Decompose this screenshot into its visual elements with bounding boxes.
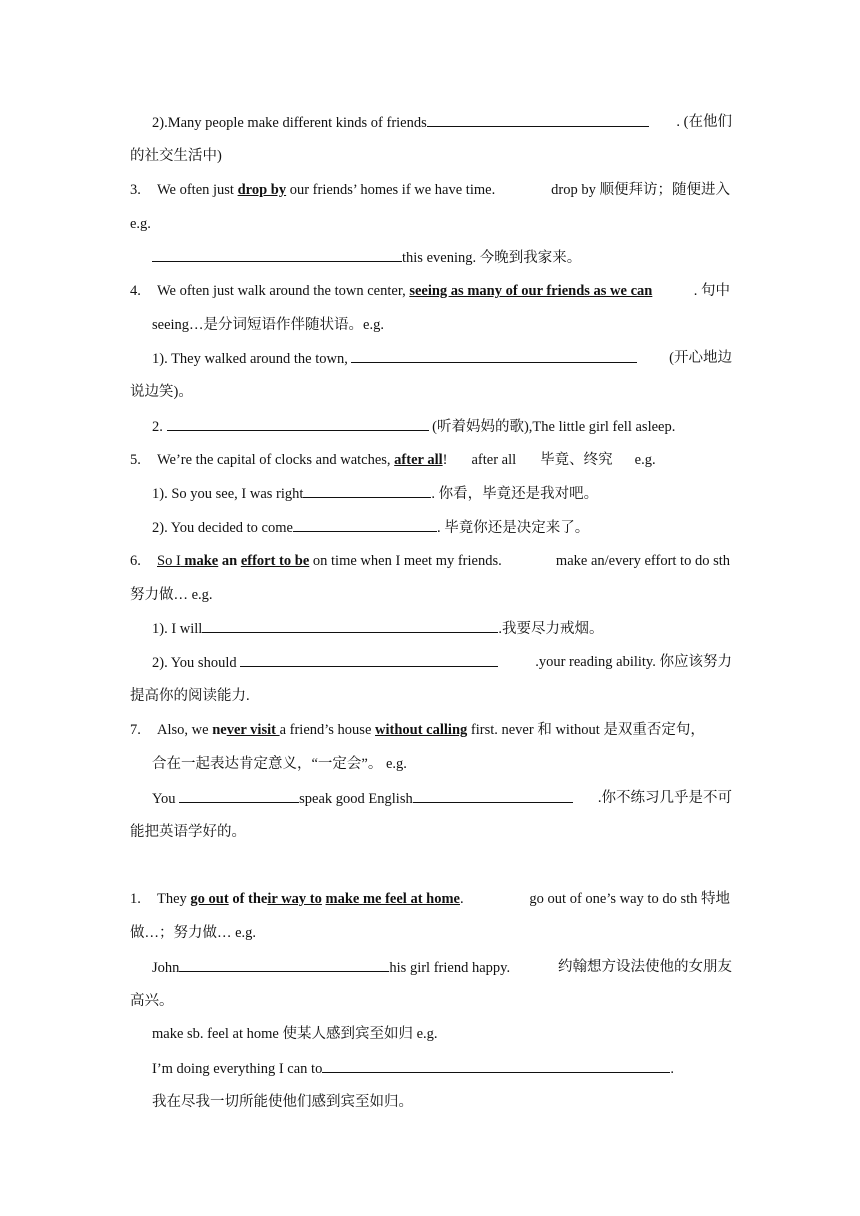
- example-line: [152, 247, 581, 268]
- text: 1). They walked around the town,: [152, 351, 352, 367]
- answer-blank[interactable]: [351, 348, 637, 363]
- answer-blank[interactable]: [303, 483, 431, 498]
- key-phrase: after all: [394, 452, 443, 468]
- key-phrase: make me feel at home: [325, 891, 460, 907]
- text: They: [157, 891, 191, 907]
- item-number: 7.: [130, 722, 141, 738]
- item-3-sentence: [130, 180, 730, 200]
- example-1: [152, 348, 732, 369]
- text: on time when I meet my friends.: [309, 553, 502, 569]
- text: this evening. 今晚到我家来。: [402, 250, 582, 266]
- text: We’re the capital of clocks and watches,: [157, 452, 395, 468]
- phrase-definition: go out of one’s way to do sth 特地: [529, 891, 730, 907]
- example-line: [152, 1058, 674, 1079]
- text: speak good English: [299, 791, 413, 807]
- key-phrase: make: [180, 553, 219, 569]
- item-number: 6.: [130, 553, 141, 569]
- text: .我要尽力戒烟。: [498, 621, 604, 637]
- phrase: after all: [471, 452, 517, 468]
- key-phrase: effort to be: [240, 553, 310, 569]
- item-number: 5.: [130, 452, 141, 468]
- text: first. never 和 without 是双重否定句，: [467, 722, 705, 738]
- explanation-text: seeing…是分词短语作伴随状语。e.g.: [152, 317, 384, 333]
- continuation-text: 做…；努力做… e.g.: [130, 925, 257, 941]
- continuation-text: 说边笑)。: [130, 384, 193, 400]
- text: !: [442, 452, 448, 468]
- text: .: [670, 1061, 674, 1077]
- text: 2). You should: [152, 655, 241, 671]
- continuation-text: 努力做… e.g.: [130, 587, 213, 603]
- text: his girl friend happy.: [389, 960, 511, 976]
- key-phrase: an: [218, 553, 241, 569]
- answer-blank[interactable]: [167, 416, 429, 431]
- text: .your reading ability. 你应该努力: [535, 654, 732, 670]
- key-phrase: seeing as many of our friends as we can: [409, 283, 653, 299]
- text: So I: [157, 553, 181, 569]
- answer-blank[interactable]: [179, 788, 299, 803]
- answer-blank[interactable]: [152, 247, 402, 262]
- answer-blank[interactable]: [293, 517, 437, 532]
- text: (开心地边: [669, 350, 732, 366]
- item-number: 1.: [130, 891, 141, 907]
- item-5-sentence: [130, 450, 656, 470]
- text: . 你看，毕竟还是我对吧。: [431, 486, 599, 502]
- answer-blank[interactable]: [322, 1058, 670, 1073]
- text: 2). You decided to come: [152, 520, 293, 536]
- item-number: 3.: [130, 182, 141, 198]
- answer-blank[interactable]: [202, 618, 498, 633]
- text: . (在他们: [676, 114, 732, 130]
- continuation-text: 的社交生活中): [130, 148, 222, 164]
- item-2-sentence: [152, 112, 732, 133]
- text: . 毕竟你还是决定来了。: [436, 520, 590, 536]
- eg-label: e.g.: [634, 452, 656, 468]
- example-2: [152, 517, 589, 538]
- item-4-sentence: [130, 281, 730, 301]
- key-phrase: drop by: [237, 182, 287, 198]
- continuation-text: 高兴。: [130, 993, 174, 1009]
- example-line: [152, 788, 732, 809]
- item-number: 4.: [130, 283, 141, 299]
- text: We often just: [157, 182, 238, 198]
- text: John: [152, 960, 180, 976]
- phrase-definition: 毕竟、终究: [540, 452, 613, 468]
- key-phrase: ne: [212, 722, 227, 738]
- example-2: [152, 652, 732, 673]
- eg-label: e.g.: [130, 216, 151, 232]
- key-phrase: go out: [190, 891, 229, 907]
- text: .: [460, 891, 464, 907]
- text: our friends’ homes if we have time.: [286, 182, 496, 198]
- item-7-sentence: [130, 720, 705, 740]
- phrase-definition: drop by 顺便拜访；随便进入: [551, 182, 730, 198]
- text: a friend’s house: [279, 722, 376, 738]
- continuation-text: 提高你的阅读能力.: [130, 688, 250, 704]
- example-2: [152, 416, 675, 437]
- answer-blank[interactable]: [240, 652, 498, 667]
- example-line: [152, 957, 732, 978]
- item-6-sentence: [130, 551, 730, 571]
- text: 1). So you see, I was right: [152, 486, 304, 502]
- text: Also, we: [157, 722, 213, 738]
- text: . 句中: [693, 283, 730, 299]
- phrase-definition: make an/every effort to do sth: [555, 553, 730, 569]
- text: You: [152, 791, 180, 807]
- text: 2.: [152, 419, 167, 435]
- text: I’m doing everything I can to: [152, 1061, 323, 1077]
- text: 2).Many people make different kinds of friends: [152, 115, 427, 131]
- key-phrase: without calling: [375, 722, 468, 738]
- text: (听着妈妈的歌),The little girl fell asleep.: [428, 419, 676, 435]
- text: We often just walk around the town center,: [157, 283, 410, 299]
- text: 1). I will: [152, 621, 203, 637]
- continuation-text: 能把英语学好的。: [130, 824, 246, 840]
- key-phrase: ver visit: [226, 722, 280, 738]
- answer-blank[interactable]: [427, 112, 649, 127]
- answer-blank[interactable]: [179, 957, 389, 972]
- example-1: [152, 483, 598, 504]
- example-1: [152, 618, 603, 639]
- key-phrase: of the: [228, 891, 268, 907]
- answer-blank[interactable]: [413, 788, 573, 803]
- translation-text: 我在尽我一切所能使他们感到宾至如归。: [152, 1094, 413, 1110]
- explanation-text: 合在一起表达肯定意义，“一定会”。 e.g.: [152, 756, 407, 772]
- section2-item-1-sentence: [130, 889, 730, 909]
- text: 约翰想方设法使他的女朋友: [558, 959, 732, 975]
- key-phrase: ir way to: [267, 891, 322, 907]
- text: .你不练习几乎是不可: [597, 790, 732, 806]
- phrase-definition: make sb. feel at home 使某人感到宾至如归 e.g.: [152, 1026, 438, 1042]
